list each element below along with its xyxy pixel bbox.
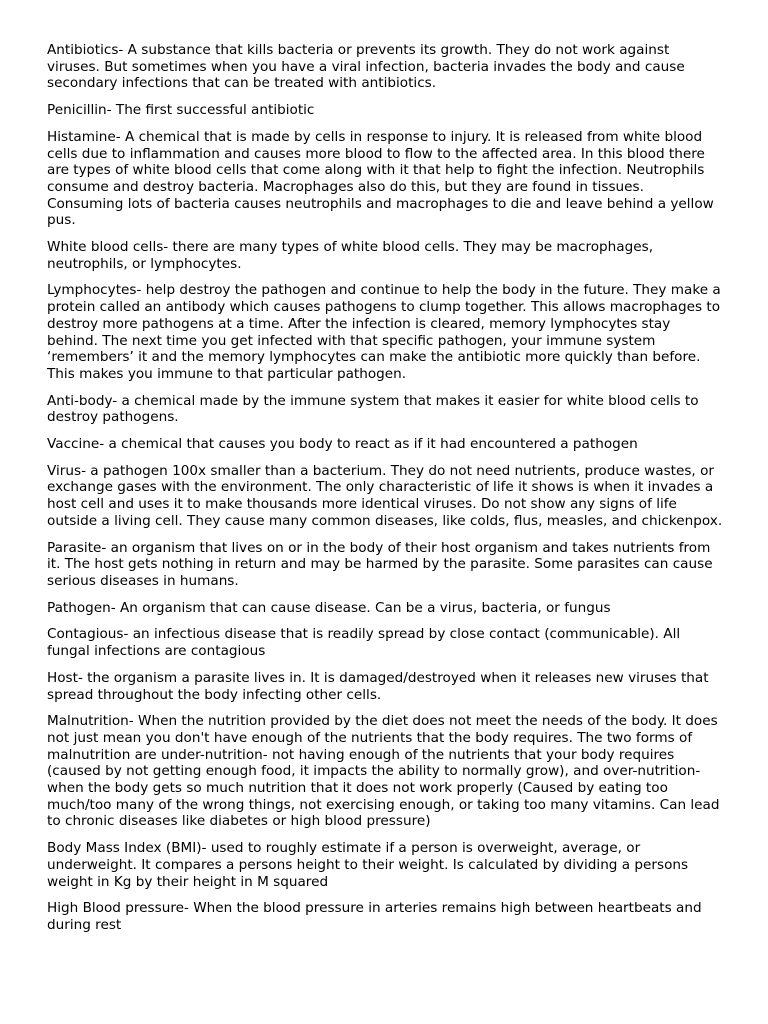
document-page: [47, 42, 723, 944]
entry-white-blood-cells: White blood cells- there are many types of white blood cells. They may be macrophages, neutrophils, or lymphocytes.: [47, 239, 654, 272]
entry-bmi: Body Mass Index (BMI)- used to roughly estimate if a person is overweight, average, or underweight. It compares a persons height to their weight. Is calculated by dividing a persons weight in Kg by their height in M squared: [47, 840, 689, 890]
entry-pathogen: Pathogen- An organism that can cause disease. Can be a virus, bacteria, or fungus: [47, 599, 611, 616]
entry-lymphocytes: Lymphocytes- help destroy the pathogen and continue to help the body in the future. They make a protein called an antibody which causes pathogens to clump together. This allows macrophages to destroy more pathogens at a time. After the infection is cleared, memory lymphocytes stay behind. The next time you get infected with that specific pathogen, your immune system ‘remembers’ it and the memory lymphocytes can make the antibiotic more quickly than before. This makes you immune to that particular pathogen.: [47, 282, 721, 382]
entry-host: Host- the organism a parasite lives in. It is damaged/destroyed when it releases new viruses that spread throughout the body infecting other cells.: [47, 669, 709, 703]
entry-contagious: Contagious- an infectious disease that is readily spread by close contact (communicable). All fungal infections are contagious: [47, 626, 681, 660]
entry-parasite: Parasite- an organism that lives on or in the body of their host organism and takes nutrients from it. The host gets nothing in return and may be harmed by the parasite. Some parasites can cause serious diseases in humans.: [47, 539, 713, 589]
entry-vaccine: Vaccine- a chemical that causes you body to react as if it had encountered a pathogen: [47, 436, 638, 453]
entry-penicillin: Penicillin- The first successful antibiotic: [47, 102, 315, 119]
entry-malnutrition: Malnutrition- When the nutrition provided by the diet does not meet the needs of the body. It does not just mean you don't have enough of the nutrients that the body requires. The two forms of malnutrition are under-nutrition- not having enough of the nutrients that your body requires (caused by not getting enough food, it impacts the ability to normally grow), and over-nutrition- when the body gets so much nutrition that it does not work properly (Caused by eating too much/too many of the wrong things, not exercising enough, or taking too many vitamins. Can lead to chronic diseases like diabetes or high blood pressure): [47, 713, 720, 830]
entry-anti-body: Anti-body- a chemical made by the immune system that makes it easier for white blood cells to destroy pathogens.: [47, 392, 699, 426]
entry-virus: Virus- a pathogen 100x smaller than a bacterium. They do not need nutrients, produce wastes, or exchange gases with the environment. The only characteristic of life it shows is when it invades a host cell and uses it to make thousands more identical viruses. Do not show any signs of life outside a living cell. They cause many common diseases, like colds, flus, measles, and chickenpox.: [47, 462, 723, 529]
entry-histamine: Histamine- A chemical that is made by cells in response to injury. It is released from white blood cells due to inflammation and causes more blood to flow to the affected area. In this blood there are types of white blood cells that come along with it that help to fight the infection. Neutrophils consume and destroy bacteria. Macrophages also do this, but they are found in tissues. Consuming lots of bacteria causes neutrophils and macrophages to die and leave behind a yellow pus.: [47, 128, 714, 229]
entry-high-blood-pressure: High Blood pressure- When the blood pressure in arteries remains high between heartbeats and during rest: [47, 900, 702, 933]
entry-antibiotics: Antibiotics- A substance that kills bacteria or prevents its growth. They do not work against viruses. But sometimes when you have a viral infection, bacteria invades the body and cause secondary infections that can be treated with antibiotics.: [47, 42, 685, 92]
